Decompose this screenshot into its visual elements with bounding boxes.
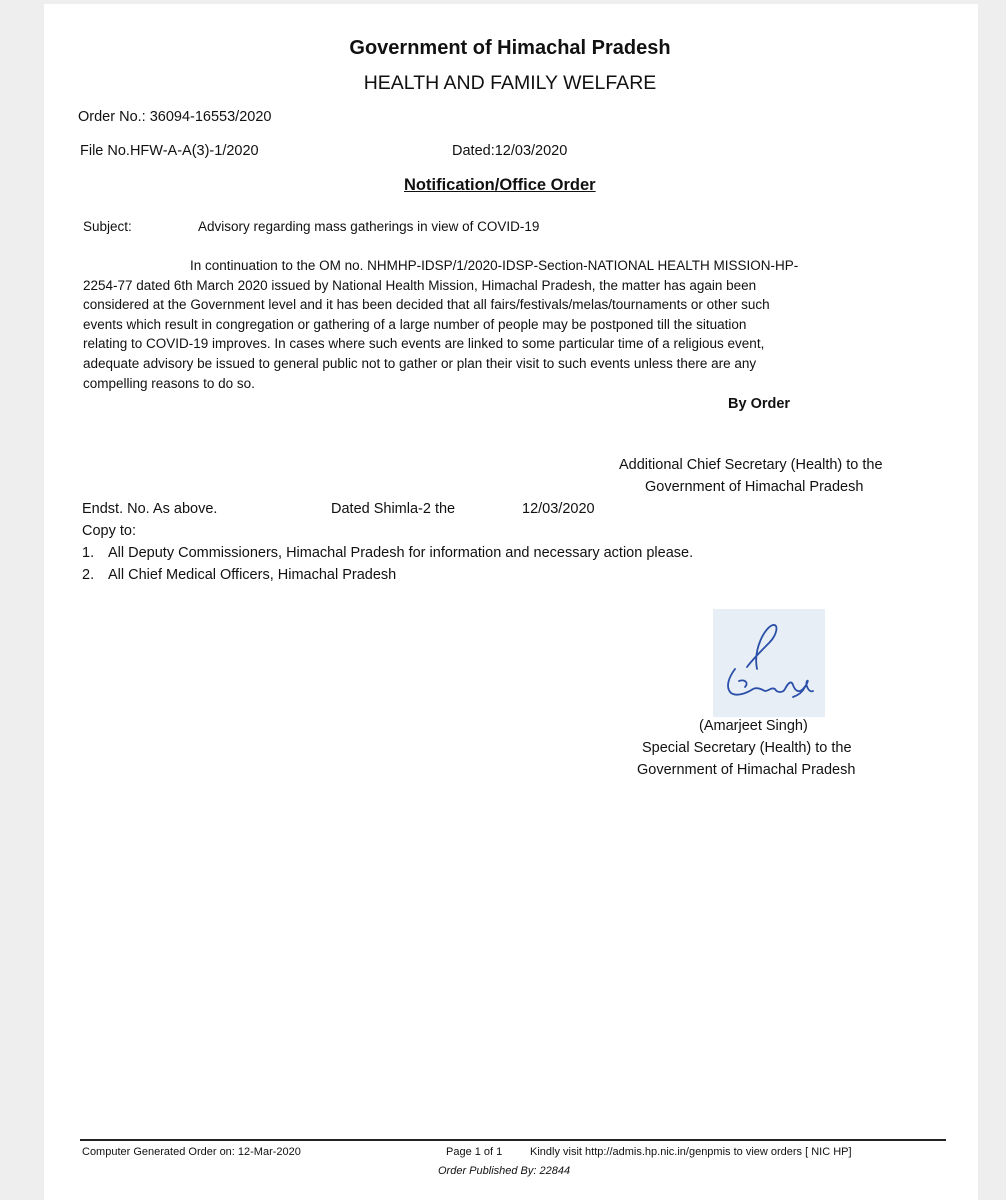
signatory-government: Government of Himachal Pradesh bbox=[645, 479, 864, 495]
by-order: By Order bbox=[728, 396, 791, 412]
body-line: events which result in congregation or gathering of a large number of people may be postponed till the situation bbox=[83, 316, 747, 332]
signature-image bbox=[713, 609, 825, 717]
signatory-government: Government of Himachal Pradesh bbox=[637, 762, 856, 778]
footer-rule bbox=[80, 1139, 946, 1141]
signature-scribble bbox=[713, 609, 825, 717]
copy-list-item: All Deputy Commissioners, Himachal Pradesh for information and necessary action please. bbox=[108, 545, 694, 561]
department-title: HEALTH AND FAMILY WELFARE bbox=[363, 72, 657, 94]
body-line: In continuation to the OM no. NHMHP-IDSP/1/2020-IDSP-Section-NATIONAL HEALTH MISSION-HP- bbox=[190, 258, 799, 273]
endorsement-date: 12/03/2020 bbox=[522, 501, 595, 517]
copy-list-number: 1. bbox=[82, 545, 95, 561]
file-number: File No.HFW-A-A(3)-1/2020 bbox=[80, 143, 259, 159]
signature-text: Rajeev bbox=[769, 713, 773, 714]
footer-visit: Kindly visit http://admis.hp.nic.in/genpmis to view orders [ NIC HP] bbox=[530, 1146, 852, 1158]
body-line: adequate advisory be issued to general public not to gather or plan their visit to such events unless there are any bbox=[83, 355, 757, 371]
endorsement-number: Endst. No. As above. bbox=[82, 501, 218, 517]
order-number: Order No.: 36094-16553/2020 bbox=[78, 109, 272, 125]
body-paragraph bbox=[83, 256, 893, 393]
signatory-designation: Additional Chief Secretary (Health) to the bbox=[619, 457, 883, 473]
government-title: Government of Himachal Pradesh bbox=[349, 37, 671, 59]
footer-generated: Computer Generated Order on: 12-Mar-2020 bbox=[82, 1146, 301, 1158]
body-line: relating to COVID-19 improves. In cases where such events are linked to some particular time of a religious event, bbox=[83, 336, 765, 352]
copy-list-number: 2. bbox=[82, 567, 95, 583]
subject-label: Subject: bbox=[83, 219, 132, 234]
signatory-designation: Special Secretary (Health) to the bbox=[642, 740, 852, 756]
footer-page: Page 1 of 1 bbox=[446, 1146, 503, 1158]
copy-list-item: All Chief Medical Officers, Himachal Pradesh bbox=[108, 567, 397, 583]
order-date: Dated:12/03/2020 bbox=[452, 143, 568, 159]
footer-published: Order Published By: 22844 bbox=[438, 1165, 571, 1177]
copy-to-label: Copy to: bbox=[82, 523, 136, 539]
endorsement-dated-label: Dated Shimla-2 the bbox=[331, 501, 456, 517]
body-line: 2254-77 dated 6th March 2020 issued by National Health Mission, Himachal Pradesh, the matter has again been bbox=[83, 277, 757, 293]
notification-heading: Notification/Office Order bbox=[404, 176, 596, 194]
body-line: compelling reasons to do so. bbox=[83, 375, 255, 391]
body-line: considered at the Government level and it has been decided that all fairs/festivals/melas/tournaments or other such bbox=[83, 297, 770, 313]
signatory-name: (Amarjeet Singh) bbox=[699, 718, 808, 734]
subject-text: Advisory regarding mass gatherings in view of COVID-19 bbox=[198, 219, 540, 234]
